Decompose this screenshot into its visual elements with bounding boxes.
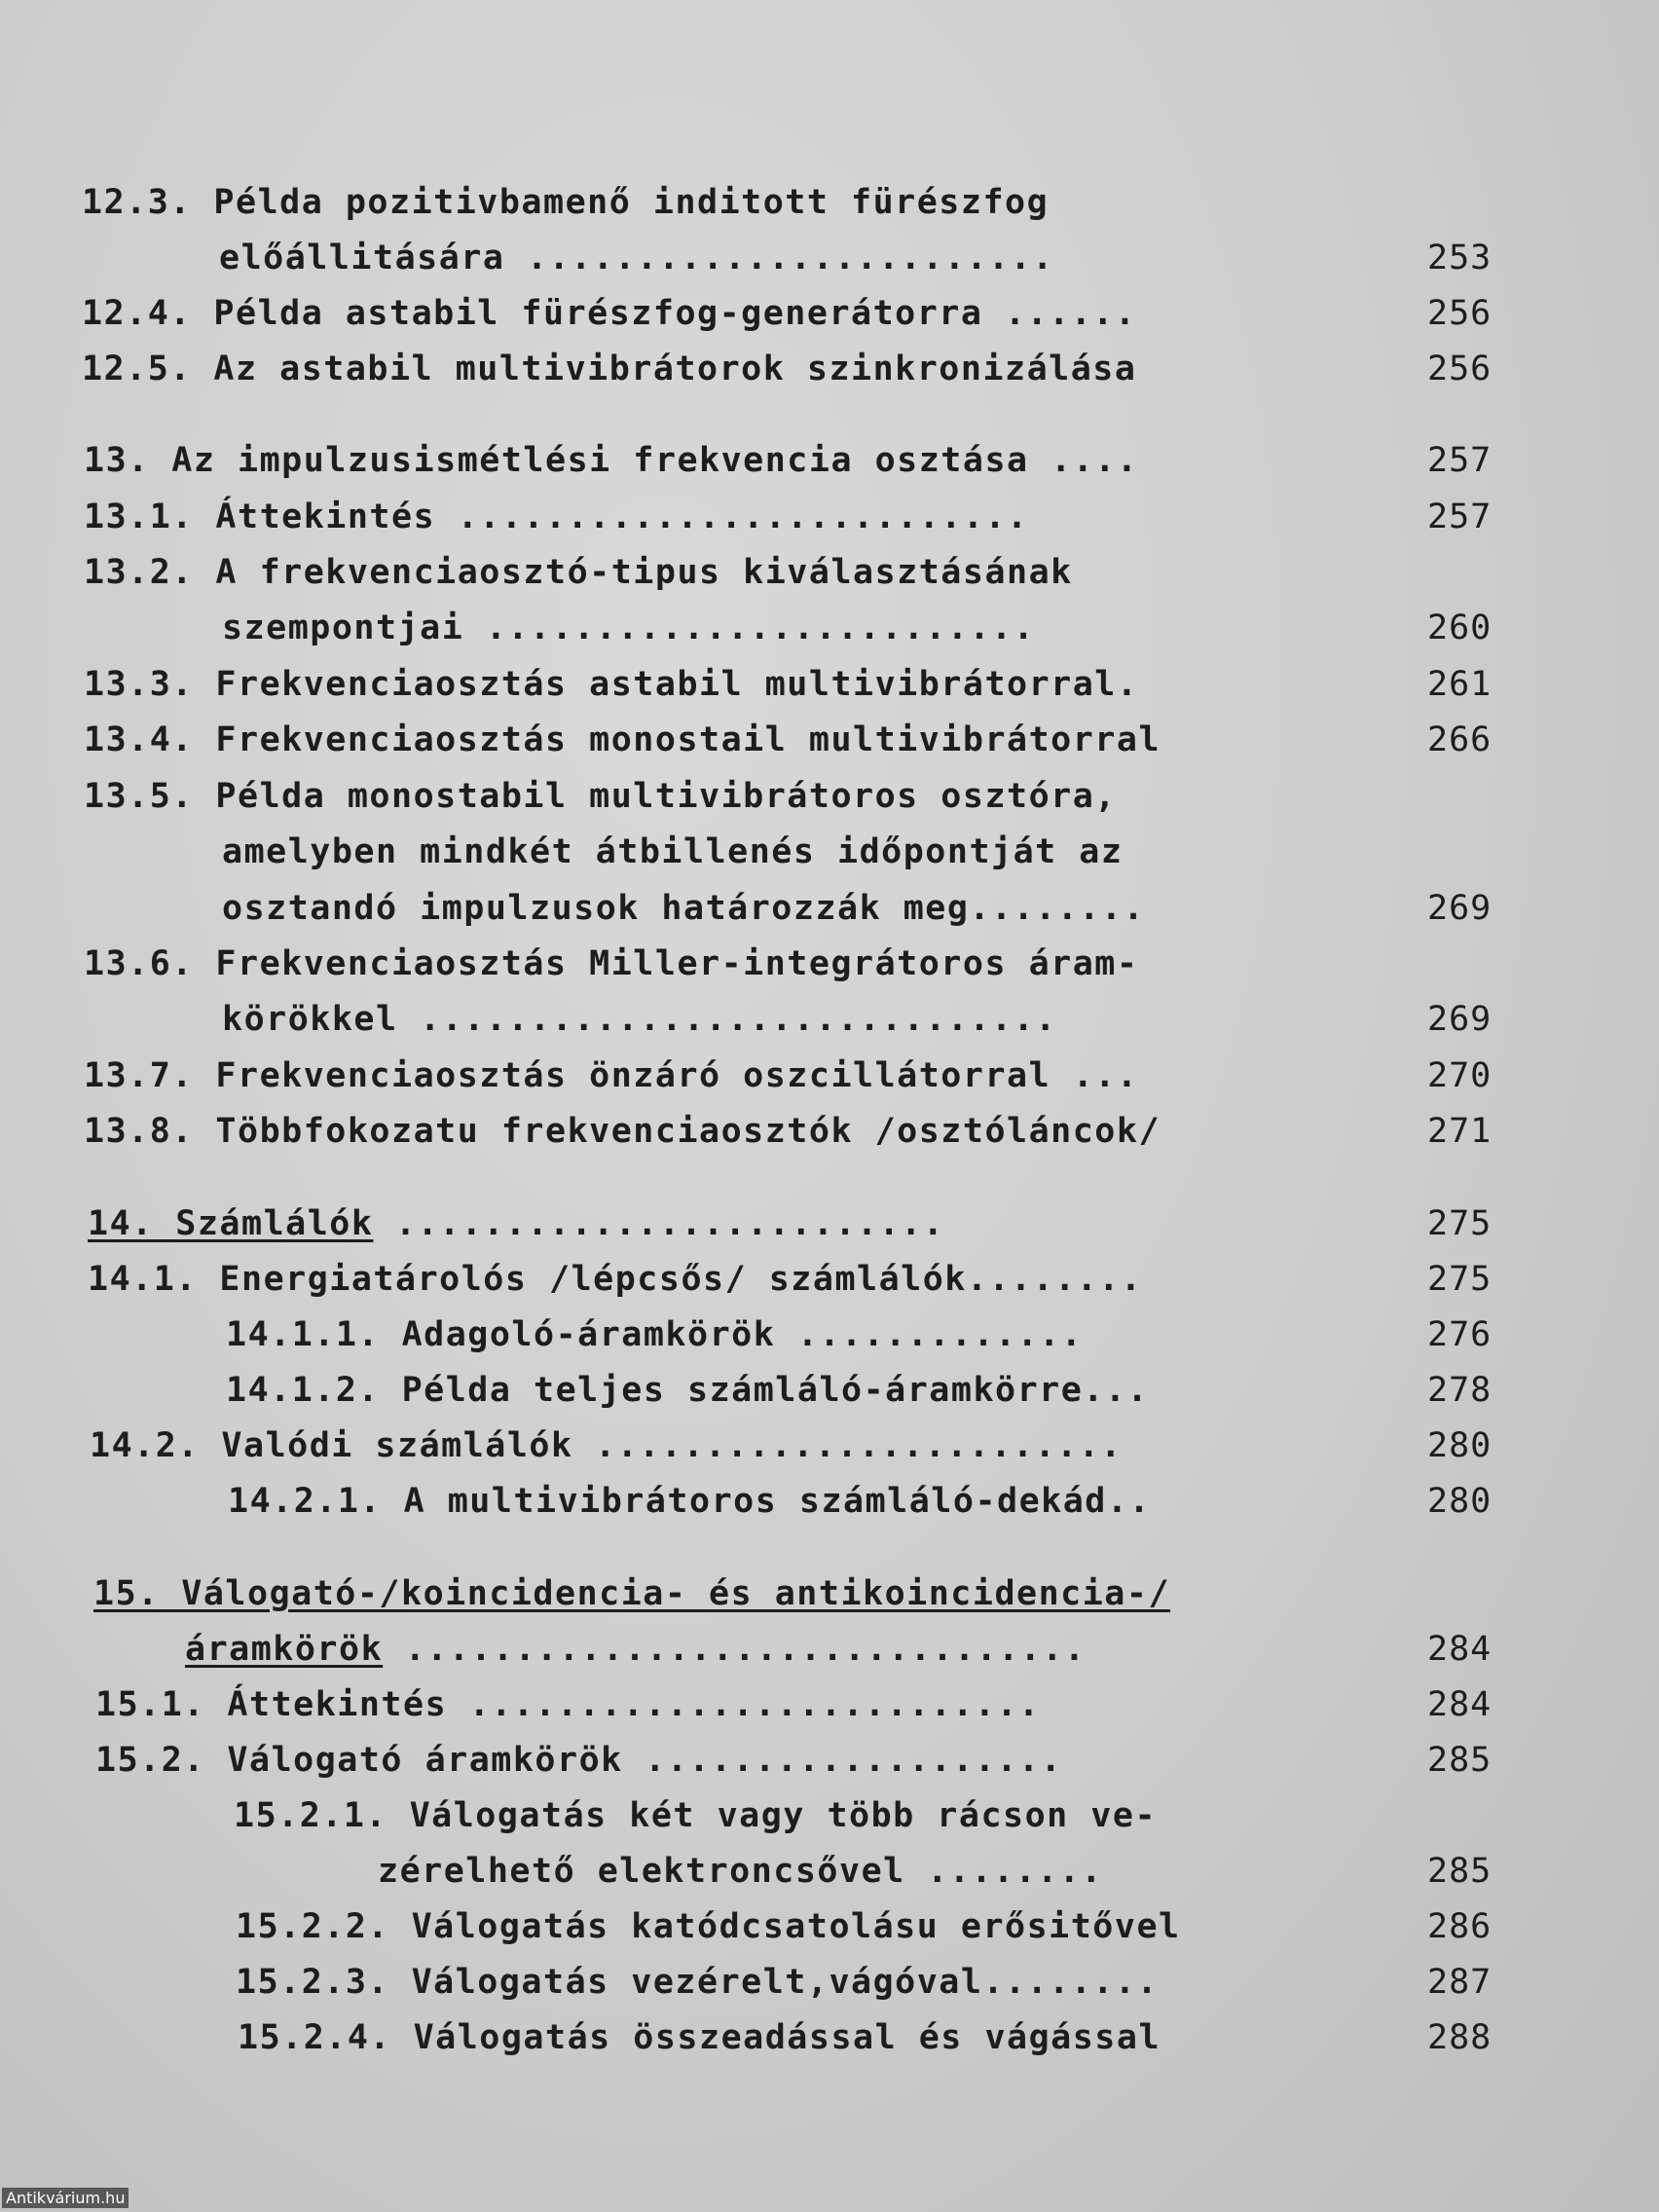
page-number: 269 (1427, 889, 1493, 928)
toc-chapter-15-line1: 15. Válogató-/koincidencia- és antikoincidencia-/ (93, 1574, 1171, 1613)
page-number: 285 (1427, 1852, 1493, 1891)
watermark-label: Antikvárium.hu (2, 2188, 129, 2208)
toc-entry-13-7: 13.7. Frekvenciaosztás önzáró oszcillátorral ... (84, 1056, 1139, 1095)
page-number: 278 (1427, 1371, 1493, 1410)
toc-entry-13-1: 13.1. Áttekintés .......................... (84, 498, 1029, 536)
page-number: 286 (1427, 1907, 1493, 1946)
page-number: 275 (1427, 1260, 1493, 1299)
toc-entry-15-1: 15.1. Áttekintés .......................... (95, 1685, 1041, 1724)
toc-chapter-13: 13. Az impulzusismétlési frekvencia osztása .... (84, 441, 1139, 480)
toc-entry-13-6-line2: körökkel ............................. (222, 1000, 1057, 1039)
toc-entry-12-3-line1: 12.3. Példa pozitivbamenő inditott fürészfog (82, 183, 1050, 222)
toc-entry-15-2-1-line2: zérelhető elektroncsővel ........ (378, 1852, 1103, 1891)
page-number: 276 (1427, 1315, 1493, 1354)
chapter-15-leader: ............................... (383, 1630, 1087, 1669)
toc-entry-15-2-2: 15.2.2. Válogatás katódcsatolásu erősitővel (236, 1907, 1181, 1946)
chapter-15-title: áramkörök (185, 1630, 384, 1669)
toc-entry-13-4: 13.4. Frekvenciaosztás monostail multivibrátorral (84, 720, 1161, 759)
toc-entry-13-5-line3: osztandó impulzusok határozzák meg........ (222, 889, 1146, 928)
toc-entry-15-2-1-line1: 15.2.1. Válogatás két vagy több rácson ve- (234, 1796, 1158, 1835)
toc-entry-13-8: 13.8. Többfokozatu frekvenciaosztók /osztóláncok/ (84, 1112, 1161, 1151)
page-number: 270 (1427, 1056, 1493, 1095)
toc-entry-13-2-line2: szempontjai ......................... (222, 608, 1036, 647)
toc-entry-12-5: 12.5. Az astabil multivibrátorok szinkronizálása (82, 350, 1137, 388)
page-number: 288 (1427, 2018, 1493, 2057)
toc-entry-13-5-line2: amelyben mindkét átbillenés időpontját az (222, 832, 1124, 871)
toc-entry-14-2: 14.2. Valódi számlálók ........................ (90, 1426, 1123, 1465)
page-number: 271 (1427, 1112, 1493, 1151)
page-number: 260 (1427, 608, 1493, 647)
page-number: 280 (1427, 1482, 1493, 1521)
page-number: 287 (1427, 1963, 1493, 2002)
page-number: 285 (1427, 1741, 1493, 1780)
page-number: 284 (1427, 1630, 1493, 1669)
page-number: 256 (1427, 350, 1493, 388)
chapter-14-title: 14. Számlálók (88, 1204, 374, 1243)
toc-entry-13-5-line1: 13.5. Példa monostabil multivibrátoros osztóra, (84, 777, 1117, 816)
toc-entry-14-1: 14.1. Energiatárolós /lépcsős/ számlálók........ (88, 1260, 1143, 1299)
toc-entry-14-1-2: 14.1.2. Példa teljes számláló-áramkörre... (226, 1371, 1150, 1410)
toc-entry-12-3-line2: előállitására ........................ (219, 239, 1054, 277)
toc-chapter-14 (88, 1204, 944, 1243)
toc-entry-13-6-line1: 13.6. Frekvenciaosztás Miller-integrátoros áram- (84, 944, 1139, 983)
toc-entry-15-2-4: 15.2.4. Válogatás összeadással és vágással (238, 2018, 1161, 2057)
page-number: 280 (1427, 1426, 1493, 1465)
page-number: 261 (1427, 665, 1493, 704)
page-number: 284 (1427, 1685, 1493, 1724)
page-number: 269 (1427, 1000, 1493, 1039)
page-number: 253 (1427, 239, 1493, 277)
toc-entry-14-1-1: 14.1.1. Adagoló-áramkörök ............. (226, 1315, 1084, 1354)
toc-entry-15-2: 15.2. Válogató áramkörök ................... (95, 1741, 1063, 1780)
page-number: 257 (1427, 498, 1493, 536)
page-number: 257 (1427, 441, 1493, 480)
page-number: 275 (1427, 1204, 1493, 1243)
toc-entry-13-3: 13.3. Frekvenciaosztás astabil multivibrátorral. (84, 665, 1139, 704)
toc-entry-14-2-1: 14.2.1. A multivibrátoros számláló-dekád.. (228, 1482, 1152, 1521)
chapter-14-leader: ......................... (373, 1204, 945, 1243)
page-number: 266 (1427, 720, 1493, 759)
toc-entry-15-2-3: 15.2.3. Válogatás vezérelt,vágóval........ (236, 1963, 1160, 2002)
page-number: 256 (1427, 294, 1493, 333)
toc-chapter-15-line2 (185, 1630, 1086, 1669)
toc-entry-13-2-line1: 13.2. A frekvenciaosztó-tipus kiválasztásának (84, 553, 1073, 592)
toc-entry-12-4: 12.4. Példa astabil fürészfog-generátorra ...... (82, 294, 1137, 333)
